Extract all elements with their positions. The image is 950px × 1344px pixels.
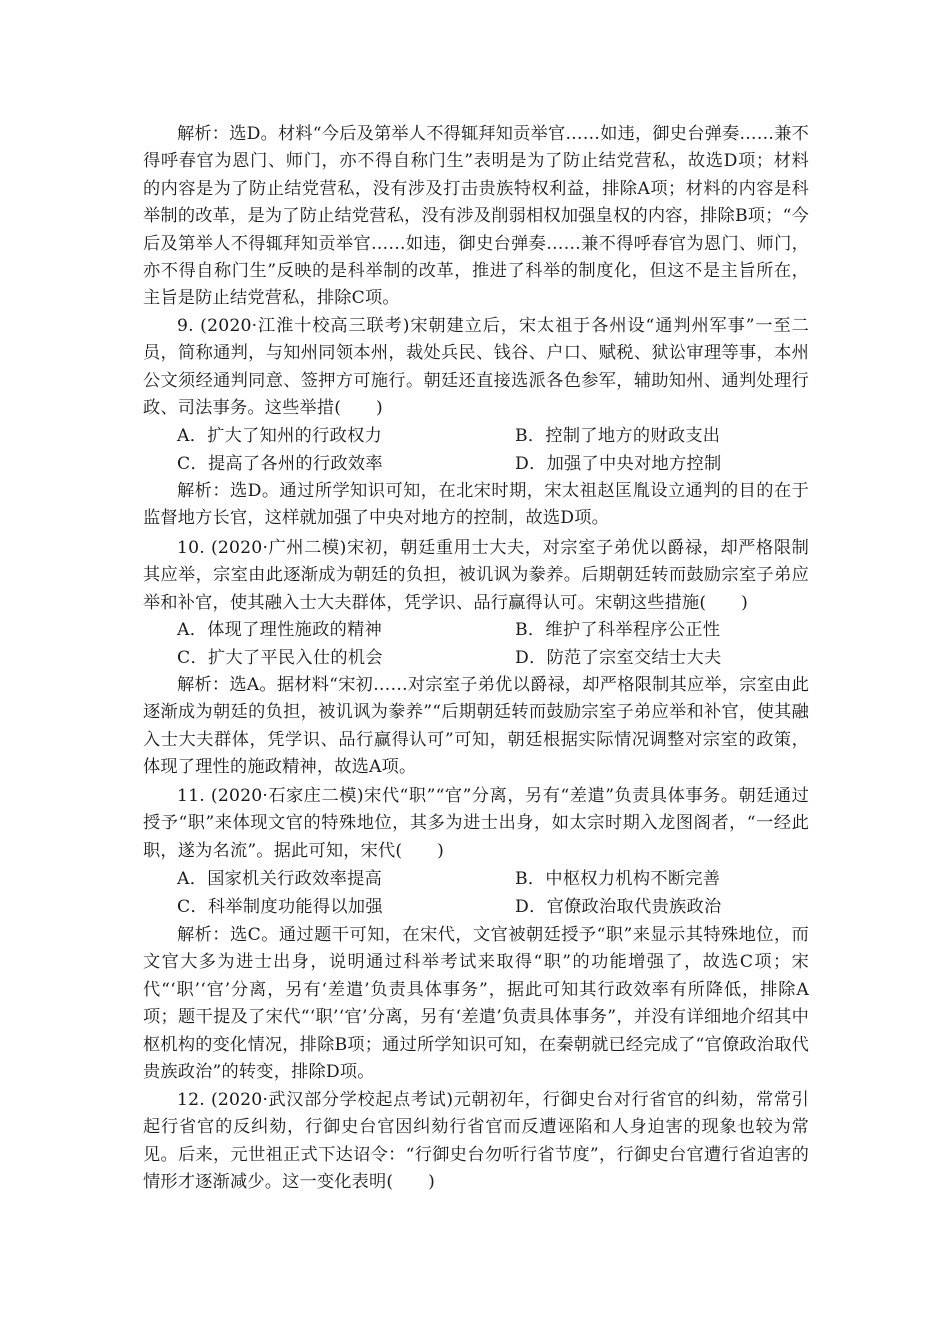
q11-option-a: A．国家机关行政效率提高	[177, 869, 383, 889]
q9-analysis: 解析：选D。通过所学知识可知，在北宋时期，宋太祖赵匡胤设立通判的目的在于监督地方长官，这样就加强了中央对地方的控制，故选D项。	[143, 481, 809, 529]
q11-stem: 11. (2020·石家庄二模)宋代“职”“官”分离，另有“差遣”负责具体事务。朝廷通过授予“职”来体现文官的特殊地位，其多为进士出身，如太宗时期入龙图阁者，“一经此职，遂为名流”。据此可知，宋代( )	[143, 786, 809, 861]
q10-stem: 10. (2020·广州二模)宋初，朝廷重用士大夫，对宗室子弟优以爵禄，却严格限制其应举，宗室由此逐渐成为朝廷的负担，被讥讽为豢养。后期朝廷转而鼓励宗室子弟应举和补官，使其融入士大夫群体，凭学识、品行赢得认可。宋朝这些措施( )	[143, 538, 809, 613]
q9-option-b: B．控制了地方的财政支出	[515, 426, 721, 446]
q8-analysis: 解析：选D。材料“今后及第举人不得辄拜知贡举官……如违，御史台弹奏……兼不得呼春官为恩门、师门，亦不得自称门生”表明是为了防止结党营私，故选D项；材料的内容是为了防止结党营私，没有涉及打击贵族特权利益，排除A项；材料的内容是科举制的改革，是为了防止结党营私，没有涉及削弱相权加强皇权的内容，排除B项；“今后及第举人不得辄拜知贡举官……如违，御史台弹奏……兼不得呼春官为恩门、师门，亦不得自称门生”反映的是科举制的改革，推进了科举的制度化，但这不是主旨所在，主旨是防止结党营私，排除C项。	[143, 124, 809, 309]
q9-option-c: C．提高了各州的行政效率	[177, 454, 383, 474]
q11-analysis: 解析：选C。通过题干可知，在宋代，文官被朝廷授予“职”来显示其特殊地位，而文官大多为进士出身，说明通过科举考试来取得“职”的功能增强了，故选C项；宋代“‘职’‘官’分离，另有‘差遣’负责具体事务”，据此可知其行政效率有所降低，排除A项；题干提及了宋代“‘职’‘官’分离，另有‘差遣’负责具体事务”，并没有详细地介绍其中枢机构的变化情况，排除B项；通过所学知识可知，在秦朝就已经完成了“官僚政治取代贵族政治”的转变，排除D项。	[143, 925, 809, 1083]
q10-analysis: 解析：选A。据材料“宋初……对宗室子弟优以爵禄，却严格限制其应举，宗室由此逐渐成为朝廷的负担，被讥讽为豢养”“后期朝廷转而鼓励宗室子弟应举和补官，使其融入士大夫群体，凭学识、品行赢得认可”可知，朝廷根据实际情况调整对宗室的政策，体现了理性的施政精神，故选A项。	[143, 675, 809, 778]
q12-stem: 12. (2020·武汉部分学校起点考试)元朝初年，行御史台对行省官的纠劾，常常引起行省官的反纠劾，行御史台官因纠劾行省官而反遭诬陷和人身迫害的现象也较为常见。后来，元世祖正式下达诏令：“行御史台勿听行省节度”，行御史台官遭行省迫害的情形才逐渐减少。这一变化表明( )	[143, 1090, 809, 1193]
q11-option-d: D．官僚政治取代贵族政治	[515, 897, 722, 917]
q11-option-b: B．中枢权力机构不断完善	[515, 869, 721, 889]
q10-option-c: C．扩大了平民入仕的机会	[177, 648, 383, 668]
q10-option-d: D．防范了宗室交结士大夫	[515, 648, 722, 668]
q10-option-b: B．维护了科举程序公正性	[515, 620, 721, 640]
q9-stem: 9. (2020·江淮十校高三联考)宋朝建立后，宋太祖于各州设“通判州军事”一至二员，简称通判，与知州同领本州，裁处兵民、钱谷、户口、赋税、狱讼审理等事，本州公文须经通判同意、签押方可施行。朝廷还直接选派各色参军，辅助知州、通判处理行政、司法事务。这些举措( )	[143, 316, 809, 419]
q11-option-c: C．科举制度功能得以加强	[177, 897, 383, 917]
q9-option-a: A．扩大了知州的行政权力	[177, 426, 383, 446]
q10-option-a: A．体现了理性施政的精神	[177, 620, 383, 640]
q9-option-d: D．加强了中央对地方控制	[515, 454, 722, 474]
